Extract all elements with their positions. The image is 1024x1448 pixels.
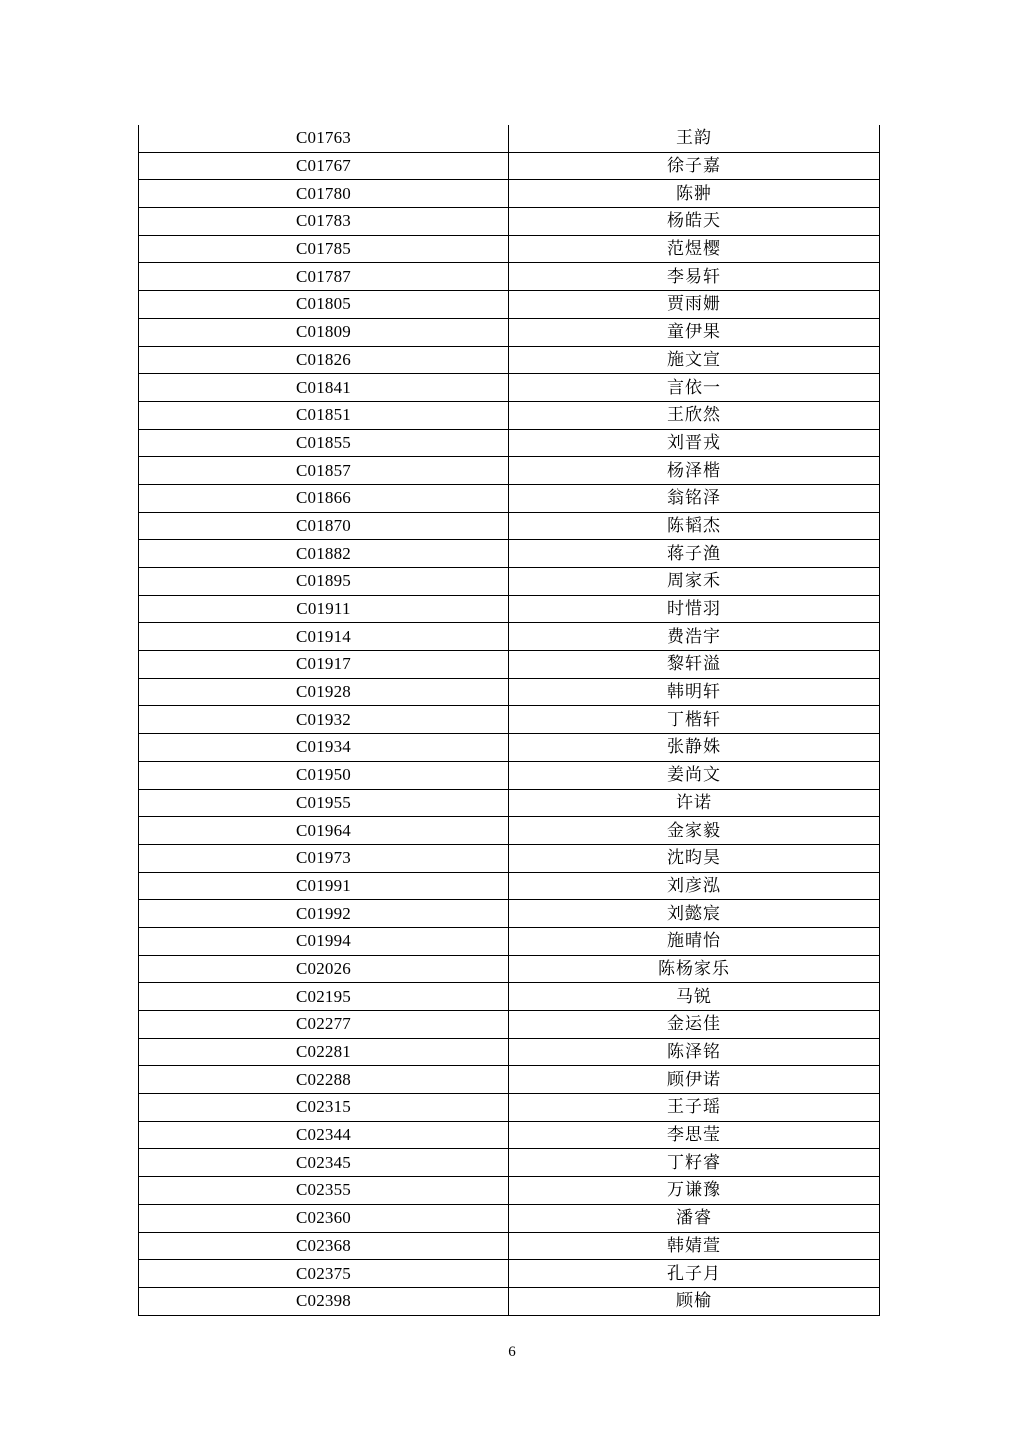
student-id-cell: C01991 bbox=[139, 872, 509, 900]
student-name-cell: 时惜羽 bbox=[509, 595, 880, 623]
table-row bbox=[139, 1177, 880, 1205]
student-id-cell: C02315 bbox=[139, 1094, 509, 1122]
student-name-cell: 顾榆 bbox=[509, 1287, 880, 1315]
table-row bbox=[139, 623, 880, 651]
student-name-cell: 陈杨家乐 bbox=[509, 955, 880, 983]
table-row bbox=[139, 346, 880, 374]
table-row bbox=[139, 927, 880, 955]
student-id-cell: C02281 bbox=[139, 1038, 509, 1066]
student-id-cell: C02345 bbox=[139, 1149, 509, 1177]
table-row bbox=[139, 540, 880, 568]
student-name-cell: 李易轩 bbox=[509, 263, 880, 291]
table-row bbox=[139, 844, 880, 872]
student-id-cell: C01787 bbox=[139, 263, 509, 291]
student-id-cell: C01767 bbox=[139, 152, 509, 180]
student-id-cell: C01826 bbox=[139, 346, 509, 374]
student-id-cell: C01785 bbox=[139, 235, 509, 263]
table-row bbox=[139, 595, 880, 623]
student-name-cell: 王子瑶 bbox=[509, 1094, 880, 1122]
student-name-cell: 姜尚文 bbox=[509, 761, 880, 789]
student-id-cell: C02398 bbox=[139, 1287, 509, 1315]
table-row bbox=[139, 651, 880, 679]
student-id-cell: C01934 bbox=[139, 734, 509, 762]
student-name-cell: 施文宣 bbox=[509, 346, 880, 374]
student-name-cell: 杨泽楷 bbox=[509, 457, 880, 485]
table-row bbox=[139, 1038, 880, 1066]
student-name-cell: 金家毅 bbox=[509, 817, 880, 845]
student-id-cell: C01955 bbox=[139, 789, 509, 817]
table-row bbox=[139, 1066, 880, 1094]
student-name-cell: 言依一 bbox=[509, 374, 880, 402]
student-name-cell: 徐子嘉 bbox=[509, 152, 880, 180]
student-name-cell: 王欣然 bbox=[509, 401, 880, 429]
student-name-cell: 刘彦泓 bbox=[509, 872, 880, 900]
table-row bbox=[139, 789, 880, 817]
student-id-cell: C02026 bbox=[139, 955, 509, 983]
student-id-cell: C01763 bbox=[139, 125, 509, 152]
student-id-cell: C01994 bbox=[139, 927, 509, 955]
table-row bbox=[139, 900, 880, 928]
student-name-cell: 许诺 bbox=[509, 789, 880, 817]
table-row bbox=[139, 263, 880, 291]
student-name-cell: 顾伊诺 bbox=[509, 1066, 880, 1094]
student-id-cell: C01882 bbox=[139, 540, 509, 568]
table-row bbox=[139, 1287, 880, 1315]
table-row bbox=[139, 983, 880, 1011]
table-row bbox=[139, 125, 880, 152]
student-name-cell: 蒋子渔 bbox=[509, 540, 880, 568]
student-name-cell: 费浩宇 bbox=[509, 623, 880, 651]
student-id-cell: C02360 bbox=[139, 1204, 509, 1232]
student-id-cell: C01783 bbox=[139, 208, 509, 236]
student-id-cell: C02355 bbox=[139, 1177, 509, 1205]
page-number: 6 bbox=[508, 1344, 516, 1360]
student-id-cell: C01851 bbox=[139, 401, 509, 429]
table-row bbox=[139, 180, 880, 208]
student-name-cell: 陈韬杰 bbox=[509, 512, 880, 540]
table-row bbox=[139, 1260, 880, 1288]
student-id-cell: C01911 bbox=[139, 595, 509, 623]
table-row bbox=[139, 512, 880, 540]
student-name-cell: 范煜樱 bbox=[509, 235, 880, 263]
table-row bbox=[139, 872, 880, 900]
student-name-cell: 孔子月 bbox=[509, 1260, 880, 1288]
student-name-cell: 丁楷轩 bbox=[509, 706, 880, 734]
table-row bbox=[139, 678, 880, 706]
student-id-cell: C01895 bbox=[139, 568, 509, 596]
student-id-cell: C01992 bbox=[139, 900, 509, 928]
student-id-cell: C02277 bbox=[139, 1011, 509, 1039]
student-name-cell: 马锐 bbox=[509, 983, 880, 1011]
student-id-cell: C01973 bbox=[139, 844, 509, 872]
student-name-cell: 张静姝 bbox=[509, 734, 880, 762]
student-name-cell: 韩婧萱 bbox=[509, 1232, 880, 1260]
table-row bbox=[139, 568, 880, 596]
table-row bbox=[139, 1232, 880, 1260]
student-id-cell: C01805 bbox=[139, 291, 509, 319]
student-id-cell: C01855 bbox=[139, 429, 509, 457]
student-name-cell: 翁铭泽 bbox=[509, 484, 880, 512]
student-name-cell: 贾雨姗 bbox=[509, 291, 880, 319]
student-name-cell: 陈翀 bbox=[509, 180, 880, 208]
table-row bbox=[139, 1011, 880, 1039]
table-row bbox=[139, 318, 880, 346]
student-name-cell: 潘睿 bbox=[509, 1204, 880, 1232]
student-id-cell: C01841 bbox=[139, 374, 509, 402]
table-row bbox=[139, 761, 880, 789]
student-id-cell: C01964 bbox=[139, 817, 509, 845]
roster-table-body bbox=[139, 125, 880, 1315]
table-row bbox=[139, 955, 880, 983]
table-row bbox=[139, 152, 880, 180]
student-name-cell: 丁籽睿 bbox=[509, 1149, 880, 1177]
student-id-cell: C02344 bbox=[139, 1121, 509, 1149]
student-name-cell: 金运佳 bbox=[509, 1011, 880, 1039]
table-row bbox=[139, 374, 880, 402]
student-name-cell: 王韵 bbox=[509, 125, 880, 152]
student-id-cell: C01866 bbox=[139, 484, 509, 512]
student-id-cell: C01780 bbox=[139, 180, 509, 208]
student-id-cell: C02288 bbox=[139, 1066, 509, 1094]
student-name-cell: 施晴怡 bbox=[509, 927, 880, 955]
student-name-cell: 万谦豫 bbox=[509, 1177, 880, 1205]
roster-table bbox=[138, 125, 880, 1316]
table-row bbox=[139, 1149, 880, 1177]
student-id-cell: C02375 bbox=[139, 1260, 509, 1288]
student-name-cell: 韩明轩 bbox=[509, 678, 880, 706]
student-id-cell: C01917 bbox=[139, 651, 509, 679]
table-row bbox=[139, 1204, 880, 1232]
table-row bbox=[139, 484, 880, 512]
student-id-cell: C02368 bbox=[139, 1232, 509, 1260]
table-row bbox=[139, 208, 880, 236]
table-row bbox=[139, 291, 880, 319]
roster-table-container bbox=[138, 125, 879, 1316]
table-row bbox=[139, 457, 880, 485]
student-id-cell: C01932 bbox=[139, 706, 509, 734]
table-row bbox=[139, 734, 880, 762]
student-name-cell: 刘晋戎 bbox=[509, 429, 880, 457]
student-id-cell: C02195 bbox=[139, 983, 509, 1011]
table-row bbox=[139, 401, 880, 429]
table-row bbox=[139, 817, 880, 845]
student-name-cell: 李思莹 bbox=[509, 1121, 880, 1149]
student-name-cell: 陈泽铭 bbox=[509, 1038, 880, 1066]
student-id-cell: C01870 bbox=[139, 512, 509, 540]
student-name-cell: 童伊果 bbox=[509, 318, 880, 346]
table-row bbox=[139, 235, 880, 263]
student-name-cell: 黎轩溢 bbox=[509, 651, 880, 679]
table-row bbox=[139, 706, 880, 734]
student-id-cell: C01857 bbox=[139, 457, 509, 485]
student-id-cell: C01914 bbox=[139, 623, 509, 651]
table-row bbox=[139, 1121, 880, 1149]
student-id-cell: C01950 bbox=[139, 761, 509, 789]
table-row bbox=[139, 1094, 880, 1122]
student-name-cell: 杨皓天 bbox=[509, 208, 880, 236]
student-name-cell: 刘懿宸 bbox=[509, 900, 880, 928]
student-id-cell: C01809 bbox=[139, 318, 509, 346]
student-name-cell: 沈昀昊 bbox=[509, 844, 880, 872]
student-name-cell: 周家禾 bbox=[509, 568, 880, 596]
table-row bbox=[139, 429, 880, 457]
student-id-cell: C01928 bbox=[139, 678, 509, 706]
